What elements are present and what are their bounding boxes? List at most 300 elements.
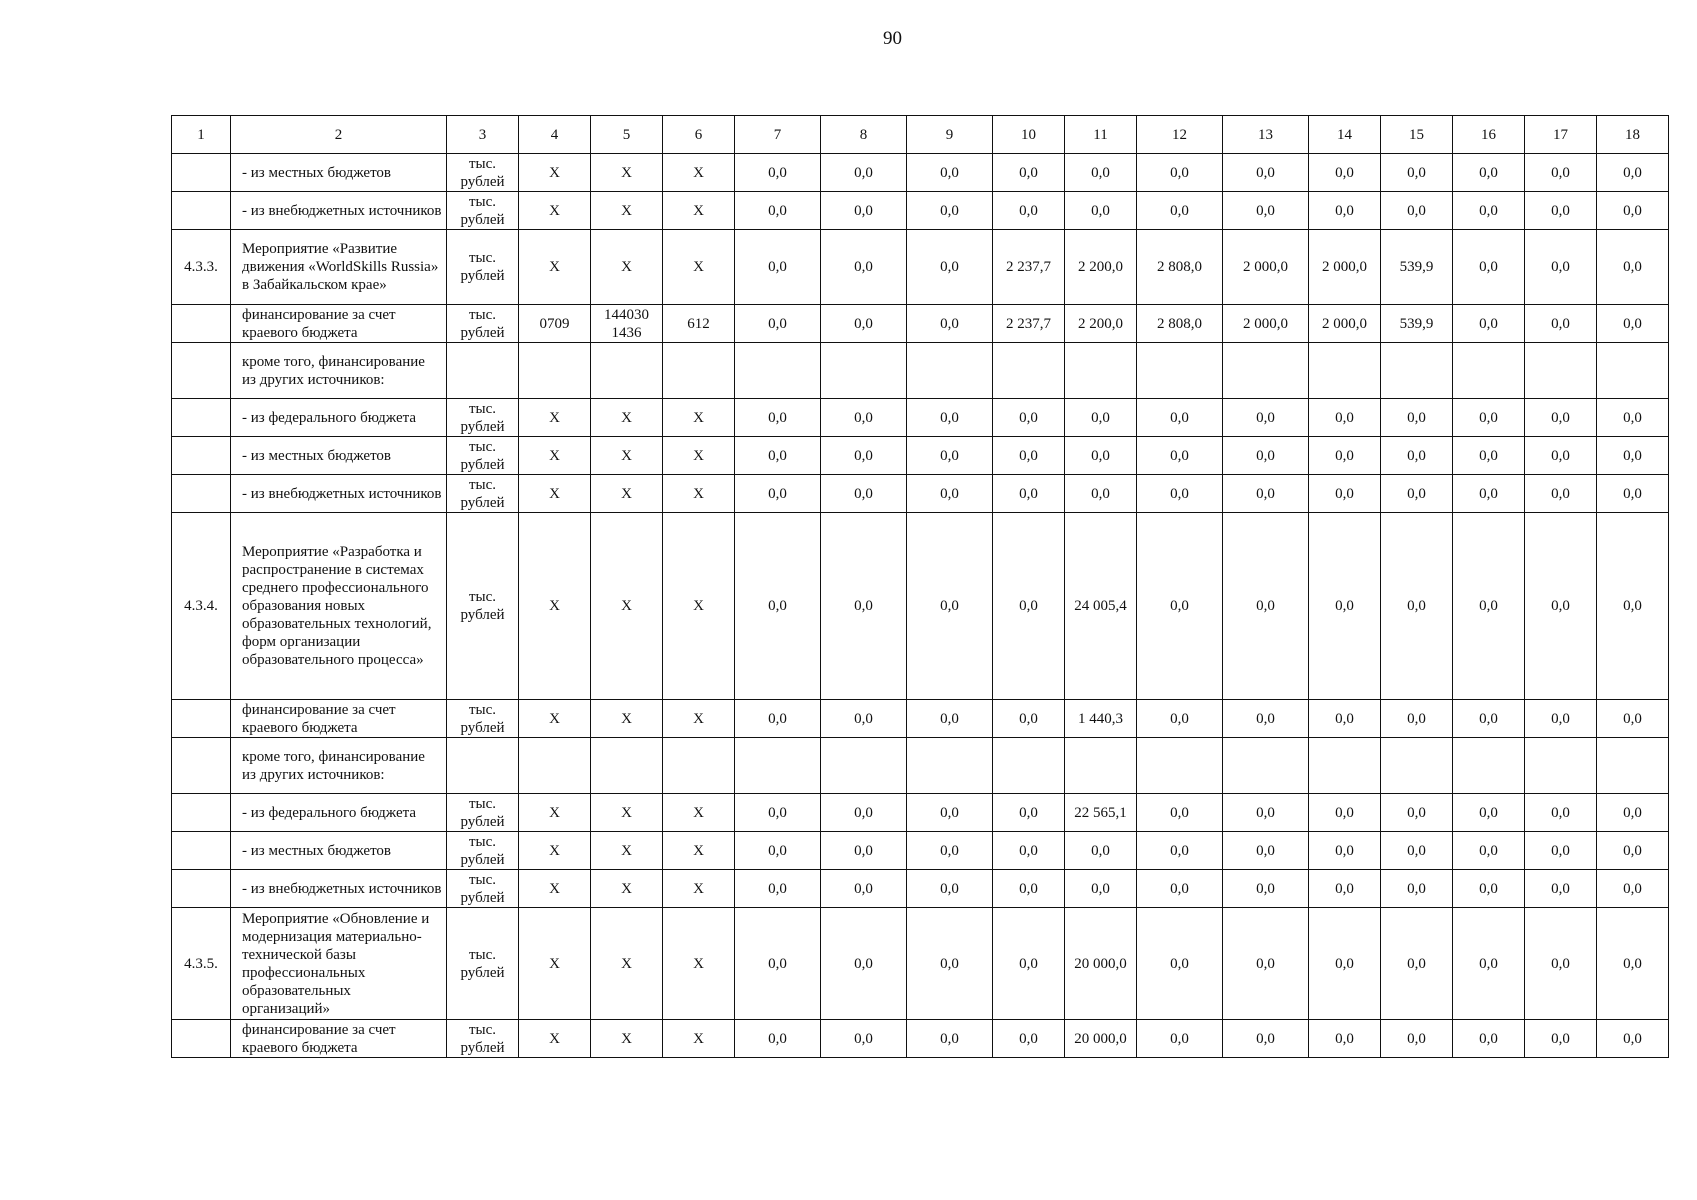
value-cell-col-7: 0,0 (735, 305, 821, 343)
value-cell-col-9: 0,0 (907, 192, 993, 230)
unit-cell: тыс. рублей (447, 192, 519, 230)
page-number: 90 (883, 28, 902, 49)
value-cell-col-12: 0,0 (1137, 399, 1223, 437)
value-cell-col-16: 0,0 (1453, 870, 1525, 908)
section-code-cell: X (519, 700, 591, 738)
expense-type-cell: X (663, 399, 735, 437)
value-cell-col-15: 0,0 (1381, 794, 1453, 832)
value-cell-col-13: 0,0 (1223, 1020, 1309, 1058)
section-code-cell: X (519, 870, 591, 908)
value-cell-col-13: 0,0 (1223, 832, 1309, 870)
section-code-cell: X (519, 832, 591, 870)
unit-cell: тыс. рублей (447, 1020, 519, 1058)
value-cell-col-18: 0,0 (1597, 1020, 1669, 1058)
value-cell-col-9 (907, 738, 993, 794)
value-cell-col-18: 0,0 (1597, 154, 1669, 192)
value-cell-col-12: 0,0 (1137, 437, 1223, 475)
value-cell-col-18: 0,0 (1597, 399, 1669, 437)
value-cell-col-12: 0,0 (1137, 870, 1223, 908)
column-header-17: 17 (1525, 116, 1597, 154)
table-row (172, 700, 1669, 738)
value-cell-col-10: 0,0 (993, 513, 1065, 700)
value-cell-col-11: 0,0 (1065, 437, 1137, 475)
value-cell-col-16 (1453, 738, 1525, 794)
value-cell-col-18: 0,0 (1597, 700, 1669, 738)
value-cell-col-14: 0,0 (1309, 513, 1381, 700)
section-code-cell (519, 738, 591, 794)
column-header-2: 2 (231, 116, 447, 154)
value-cell-col-9: 0,0 (907, 908, 993, 1020)
value-cell-col-14: 0,0 (1309, 192, 1381, 230)
value-cell-col-18: 0,0 (1597, 870, 1669, 908)
target-article-cell: X (591, 399, 663, 437)
value-cell-col-15: 539,9 (1381, 305, 1453, 343)
value-cell-col-14: 0,0 (1309, 908, 1381, 1020)
value-cell-col-10: 0,0 (993, 154, 1065, 192)
value-cell-col-12: 2 808,0 (1137, 230, 1223, 305)
value-cell-col-17 (1525, 738, 1597, 794)
target-article-cell: X (591, 908, 663, 1020)
value-cell-col-13: 2 000,0 (1223, 230, 1309, 305)
value-cell-col-17: 0,0 (1525, 908, 1597, 1020)
table-row (172, 475, 1669, 513)
row-code-cell (172, 700, 231, 738)
value-cell-col-15 (1381, 343, 1453, 399)
section-code-cell: X (519, 794, 591, 832)
value-cell-col-8: 0,0 (821, 399, 907, 437)
table-row (172, 230, 1669, 305)
value-cell-col-13 (1223, 343, 1309, 399)
row-name-cell: - из внебюджетных источников (231, 192, 447, 230)
row-name-cell: - из федерального бюджета (231, 399, 447, 437)
table-row (172, 870, 1669, 908)
value-cell-col-15: 0,0 (1381, 700, 1453, 738)
row-code-cell: 4.3.4. (172, 513, 231, 700)
expense-type-cell: X (663, 230, 735, 305)
row-code-cell (172, 154, 231, 192)
table-row (172, 305, 1669, 343)
value-cell-col-16: 0,0 (1453, 192, 1525, 230)
value-cell-col-8: 0,0 (821, 437, 907, 475)
value-cell-col-14 (1309, 343, 1381, 399)
unit-cell: тыс. рублей (447, 305, 519, 343)
row-code-cell (172, 399, 231, 437)
value-cell-col-14: 0,0 (1309, 870, 1381, 908)
row-code-cell (172, 475, 231, 513)
value-cell-col-13: 0,0 (1223, 192, 1309, 230)
value-cell-col-11: 0,0 (1065, 870, 1137, 908)
section-code-cell: X (519, 399, 591, 437)
value-cell-col-12 (1137, 738, 1223, 794)
value-cell-col-7: 0,0 (735, 399, 821, 437)
expense-type-cell: X (663, 832, 735, 870)
unit-cell: тыс. рублей (447, 475, 519, 513)
table-header-row (172, 116, 1669, 154)
value-cell-col-12: 0,0 (1137, 794, 1223, 832)
value-cell-col-18: 0,0 (1597, 832, 1669, 870)
column-header-14: 14 (1309, 116, 1381, 154)
value-cell-col-13: 2 000,0 (1223, 305, 1309, 343)
unit-cell: тыс. рублей (447, 230, 519, 305)
table-row (172, 832, 1669, 870)
column-header-9: 9 (907, 116, 993, 154)
expense-type-cell: X (663, 475, 735, 513)
value-cell-col-12: 0,0 (1137, 908, 1223, 1020)
row-code-cell (172, 738, 231, 794)
row-name-cell: - из местных бюджетов (231, 832, 447, 870)
value-cell-col-8: 0,0 (821, 870, 907, 908)
value-cell-col-14 (1309, 738, 1381, 794)
value-cell-col-17: 0,0 (1525, 305, 1597, 343)
expense-type-cell: X (663, 870, 735, 908)
section-code-cell (519, 343, 591, 399)
section-code-cell: X (519, 1020, 591, 1058)
unit-cell: тыс. рублей (447, 700, 519, 738)
value-cell-col-17: 0,0 (1525, 399, 1597, 437)
value-cell-col-8: 0,0 (821, 832, 907, 870)
value-cell-col-8: 0,0 (821, 475, 907, 513)
value-cell-col-18: 0,0 (1597, 794, 1669, 832)
table-row (172, 513, 1669, 700)
value-cell-col-14: 2 000,0 (1309, 230, 1381, 305)
value-cell-col-7: 0,0 (735, 908, 821, 1020)
table-row (172, 437, 1669, 475)
value-cell-col-14: 0,0 (1309, 437, 1381, 475)
column-header-18: 18 (1597, 116, 1669, 154)
value-cell-col-14: 0,0 (1309, 832, 1381, 870)
value-cell-col-9: 0,0 (907, 305, 993, 343)
value-cell-col-16 (1453, 343, 1525, 399)
unit-cell: тыс. рублей (447, 437, 519, 475)
value-cell-col-13: 0,0 (1223, 475, 1309, 513)
value-cell-col-17: 0,0 (1525, 475, 1597, 513)
target-article-cell: X (591, 154, 663, 192)
value-cell-col-8: 0,0 (821, 192, 907, 230)
value-cell-col-10: 2 237,7 (993, 305, 1065, 343)
row-name-cell: финансирование за счет краевого бюджета (231, 305, 447, 343)
value-cell-col-12 (1137, 343, 1223, 399)
value-cell-col-11 (1065, 738, 1137, 794)
section-code-cell: X (519, 908, 591, 1020)
value-cell-col-15: 0,0 (1381, 399, 1453, 437)
row-name-cell: финансирование за счет краевого бюджета (231, 700, 447, 738)
target-article-cell: X (591, 475, 663, 513)
value-cell-col-7: 0,0 (735, 832, 821, 870)
table-row (172, 192, 1669, 230)
value-cell-col-16: 0,0 (1453, 700, 1525, 738)
value-cell-col-8: 0,0 (821, 794, 907, 832)
row-name-cell: - из внебюджетных источников (231, 870, 447, 908)
target-article-cell: X (591, 700, 663, 738)
value-cell-col-8: 0,0 (821, 305, 907, 343)
column-header-13: 13 (1223, 116, 1309, 154)
value-cell-col-7: 0,0 (735, 475, 821, 513)
value-cell-col-14: 0,0 (1309, 399, 1381, 437)
value-cell-col-7 (735, 738, 821, 794)
value-cell-col-12: 0,0 (1137, 475, 1223, 513)
value-cell-col-7: 0,0 (735, 700, 821, 738)
value-cell-col-16: 0,0 (1453, 908, 1525, 1020)
row-name-cell: Мероприятие «Разработка и распространение в системах среднего профессионального образования новых образовательных технологий, форм организации образовательного процесса» (231, 513, 447, 700)
value-cell-col-18: 0,0 (1597, 513, 1669, 700)
value-cell-col-7: 0,0 (735, 1020, 821, 1058)
value-cell-col-13: 0,0 (1223, 870, 1309, 908)
expense-type-cell: X (663, 794, 735, 832)
section-code-cell: X (519, 230, 591, 305)
value-cell-col-18 (1597, 738, 1669, 794)
row-name-cell: Мероприятие «Развитие движения «WorldSkills Russia» в Забайкальском крае» (231, 230, 447, 305)
value-cell-col-8: 0,0 (821, 700, 907, 738)
value-cell-col-11: 24 005,4 (1065, 513, 1137, 700)
row-code-cell (172, 192, 231, 230)
row-code-cell: 4.3.5. (172, 908, 231, 1020)
section-code-cell: 0709 (519, 305, 591, 343)
value-cell-col-15: 0,0 (1381, 870, 1453, 908)
value-cell-col-10: 0,0 (993, 794, 1065, 832)
column-header-12: 12 (1137, 116, 1223, 154)
value-cell-col-17: 0,0 (1525, 870, 1597, 908)
column-header-7: 7 (735, 116, 821, 154)
value-cell-col-9: 0,0 (907, 794, 993, 832)
expense-type-cell: X (663, 700, 735, 738)
table-row (172, 399, 1669, 437)
value-cell-col-18: 0,0 (1597, 305, 1669, 343)
column-header-6: 6 (663, 116, 735, 154)
value-cell-col-9: 0,0 (907, 154, 993, 192)
value-cell-col-14: 0,0 (1309, 475, 1381, 513)
row-name-cell: - из федерального бюджета (231, 794, 447, 832)
target-article-cell: X (591, 832, 663, 870)
value-cell-col-16: 0,0 (1453, 399, 1525, 437)
value-cell-col-10: 0,0 (993, 192, 1065, 230)
column-header-10: 10 (993, 116, 1065, 154)
value-cell-col-11: 2 200,0 (1065, 305, 1137, 343)
value-cell-col-17: 0,0 (1525, 700, 1597, 738)
value-cell-col-11: 20 000,0 (1065, 908, 1137, 1020)
value-cell-col-16: 0,0 (1453, 1020, 1525, 1058)
value-cell-col-16: 0,0 (1453, 305, 1525, 343)
expense-type-cell: X (663, 437, 735, 475)
value-cell-col-13: 0,0 (1223, 154, 1309, 192)
unit-cell: тыс. рублей (447, 794, 519, 832)
section-code-cell: X (519, 437, 591, 475)
value-cell-col-15: 0,0 (1381, 908, 1453, 1020)
value-cell-col-15: 0,0 (1381, 192, 1453, 230)
value-cell-col-16: 0,0 (1453, 513, 1525, 700)
value-cell-col-16: 0,0 (1453, 230, 1525, 305)
value-cell-col-15: 0,0 (1381, 832, 1453, 870)
row-code-cell (172, 305, 231, 343)
section-code-cell: X (519, 192, 591, 230)
value-cell-col-14: 0,0 (1309, 700, 1381, 738)
target-article-cell: X (591, 870, 663, 908)
unit-cell: тыс. рублей (447, 870, 519, 908)
section-code-cell: X (519, 154, 591, 192)
table-row (172, 794, 1669, 832)
value-cell-col-12: 0,0 (1137, 832, 1223, 870)
target-article-cell (591, 343, 663, 399)
value-cell-col-8 (821, 738, 907, 794)
value-cell-col-13: 0,0 (1223, 908, 1309, 1020)
value-cell-col-10: 2 237,7 (993, 230, 1065, 305)
expense-type-cell: X (663, 908, 735, 1020)
column-header-5: 5 (591, 116, 663, 154)
value-cell-col-7 (735, 343, 821, 399)
value-cell-col-10: 0,0 (993, 908, 1065, 1020)
value-cell-col-15: 0,0 (1381, 154, 1453, 192)
value-cell-col-16: 0,0 (1453, 832, 1525, 870)
value-cell-col-9: 0,0 (907, 513, 993, 700)
unit-cell (447, 343, 519, 399)
value-cell-col-15 (1381, 738, 1453, 794)
value-cell-col-15: 0,0 (1381, 1020, 1453, 1058)
value-cell-col-10: 0,0 (993, 437, 1065, 475)
value-cell-col-9 (907, 343, 993, 399)
value-cell-col-11: 22 565,1 (1065, 794, 1137, 832)
value-cell-col-13 (1223, 738, 1309, 794)
value-cell-col-9: 0,0 (907, 832, 993, 870)
value-cell-col-9: 0,0 (907, 700, 993, 738)
target-article-cell: X (591, 230, 663, 305)
value-cell-col-16: 0,0 (1453, 154, 1525, 192)
value-cell-col-15: 0,0 (1381, 513, 1453, 700)
unit-cell: тыс. рублей (447, 399, 519, 437)
column-header-4: 4 (519, 116, 591, 154)
value-cell-col-17: 0,0 (1525, 192, 1597, 230)
value-cell-col-11: 0,0 (1065, 832, 1137, 870)
value-cell-col-14: 0,0 (1309, 794, 1381, 832)
value-cell-col-13: 0,0 (1223, 437, 1309, 475)
expense-type-cell: X (663, 192, 735, 230)
unit-cell: тыс. рублей (447, 832, 519, 870)
target-article-cell (591, 738, 663, 794)
value-cell-col-9: 0,0 (907, 230, 993, 305)
value-cell-col-12: 0,0 (1137, 1020, 1223, 1058)
value-cell-col-18: 0,0 (1597, 230, 1669, 305)
value-cell-col-9: 0,0 (907, 870, 993, 908)
value-cell-col-17: 0,0 (1525, 1020, 1597, 1058)
value-cell-col-12: 0,0 (1137, 192, 1223, 230)
value-cell-col-17: 0,0 (1525, 513, 1597, 700)
column-header-16: 16 (1453, 116, 1525, 154)
value-cell-col-15: 0,0 (1381, 437, 1453, 475)
expense-type-cell: 612 (663, 305, 735, 343)
row-code-cell (172, 870, 231, 908)
value-cell-col-12: 0,0 (1137, 154, 1223, 192)
value-cell-col-12: 0,0 (1137, 513, 1223, 700)
value-cell-col-8: 0,0 (821, 154, 907, 192)
value-cell-col-18: 0,0 (1597, 192, 1669, 230)
value-cell-col-8: 0,0 (821, 1020, 907, 1058)
table-row (172, 1020, 1669, 1058)
unit-cell: тыс. рублей (447, 154, 519, 192)
value-cell-col-17: 0,0 (1525, 832, 1597, 870)
row-name-cell: финансирование за счет краевого бюджета (231, 1020, 447, 1058)
row-name-cell: кроме того, финансирование из других источников: (231, 738, 447, 794)
row-code-cell (172, 794, 231, 832)
value-cell-col-8: 0,0 (821, 908, 907, 1020)
value-cell-col-10: 0,0 (993, 1020, 1065, 1058)
row-code-cell (172, 437, 231, 475)
expense-type-cell: X (663, 1020, 735, 1058)
unit-cell: тыс. рублей (447, 513, 519, 700)
value-cell-col-16: 0,0 (1453, 437, 1525, 475)
value-cell-col-10 (993, 738, 1065, 794)
value-cell-col-9: 0,0 (907, 475, 993, 513)
value-cell-col-11: 0,0 (1065, 475, 1137, 513)
column-header-3: 3 (447, 116, 519, 154)
value-cell-col-11: 0,0 (1065, 399, 1137, 437)
value-cell-col-7: 0,0 (735, 870, 821, 908)
value-cell-col-11: 2 200,0 (1065, 230, 1137, 305)
value-cell-col-10: 0,0 (993, 700, 1065, 738)
value-cell-col-10 (993, 343, 1065, 399)
value-cell-col-13: 0,0 (1223, 700, 1309, 738)
value-cell-col-15: 539,9 (1381, 230, 1453, 305)
row-code-cell: 4.3.3. (172, 230, 231, 305)
target-article-cell: X (591, 437, 663, 475)
budget-table (171, 115, 1669, 1058)
value-cell-col-11: 1 440,3 (1065, 700, 1137, 738)
value-cell-col-16: 0,0 (1453, 794, 1525, 832)
row-name-cell: - из местных бюджетов (231, 437, 447, 475)
value-cell-col-8: 0,0 (821, 230, 907, 305)
column-header-15: 15 (1381, 116, 1453, 154)
value-cell-col-8 (821, 343, 907, 399)
column-header-1: 1 (172, 116, 231, 154)
row-name-cell: - из местных бюджетов (231, 154, 447, 192)
target-article-cell: X (591, 1020, 663, 1058)
expense-type-cell: X (663, 513, 735, 700)
row-name-cell: - из внебюджетных источников (231, 475, 447, 513)
target-article-cell: 144030 1436 (591, 305, 663, 343)
target-article-cell: X (591, 192, 663, 230)
value-cell-col-17: 0,0 (1525, 230, 1597, 305)
value-cell-col-18 (1597, 343, 1669, 399)
value-cell-col-7: 0,0 (735, 230, 821, 305)
unit-cell (447, 738, 519, 794)
value-cell-col-17: 0,0 (1525, 154, 1597, 192)
value-cell-col-7: 0,0 (735, 192, 821, 230)
expense-type-cell: X (663, 154, 735, 192)
value-cell-col-12: 0,0 (1137, 700, 1223, 738)
column-header-8: 8 (821, 116, 907, 154)
column-header-11: 11 (1065, 116, 1137, 154)
value-cell-col-13: 0,0 (1223, 399, 1309, 437)
row-name-cell: кроме того, финансирование из других источников: (231, 343, 447, 399)
row-code-cell (172, 832, 231, 870)
table-row (172, 154, 1669, 192)
section-code-cell: X (519, 475, 591, 513)
value-cell-col-7: 0,0 (735, 513, 821, 700)
value-cell-col-9: 0,0 (907, 437, 993, 475)
value-cell-col-7: 0,0 (735, 794, 821, 832)
value-cell-col-11: 0,0 (1065, 192, 1137, 230)
value-cell-col-7: 0,0 (735, 154, 821, 192)
value-cell-col-12: 2 808,0 (1137, 305, 1223, 343)
expense-type-cell (663, 343, 735, 399)
value-cell-col-7: 0,0 (735, 437, 821, 475)
value-cell-col-10: 0,0 (993, 832, 1065, 870)
value-cell-col-18: 0,0 (1597, 908, 1669, 1020)
value-cell-col-13: 0,0 (1223, 513, 1309, 700)
table-row (172, 908, 1669, 1020)
row-code-cell (172, 1020, 231, 1058)
value-cell-col-14: 0,0 (1309, 154, 1381, 192)
value-cell-col-14: 0,0 (1309, 1020, 1381, 1058)
value-cell-col-11 (1065, 343, 1137, 399)
value-cell-col-14: 2 000,0 (1309, 305, 1381, 343)
